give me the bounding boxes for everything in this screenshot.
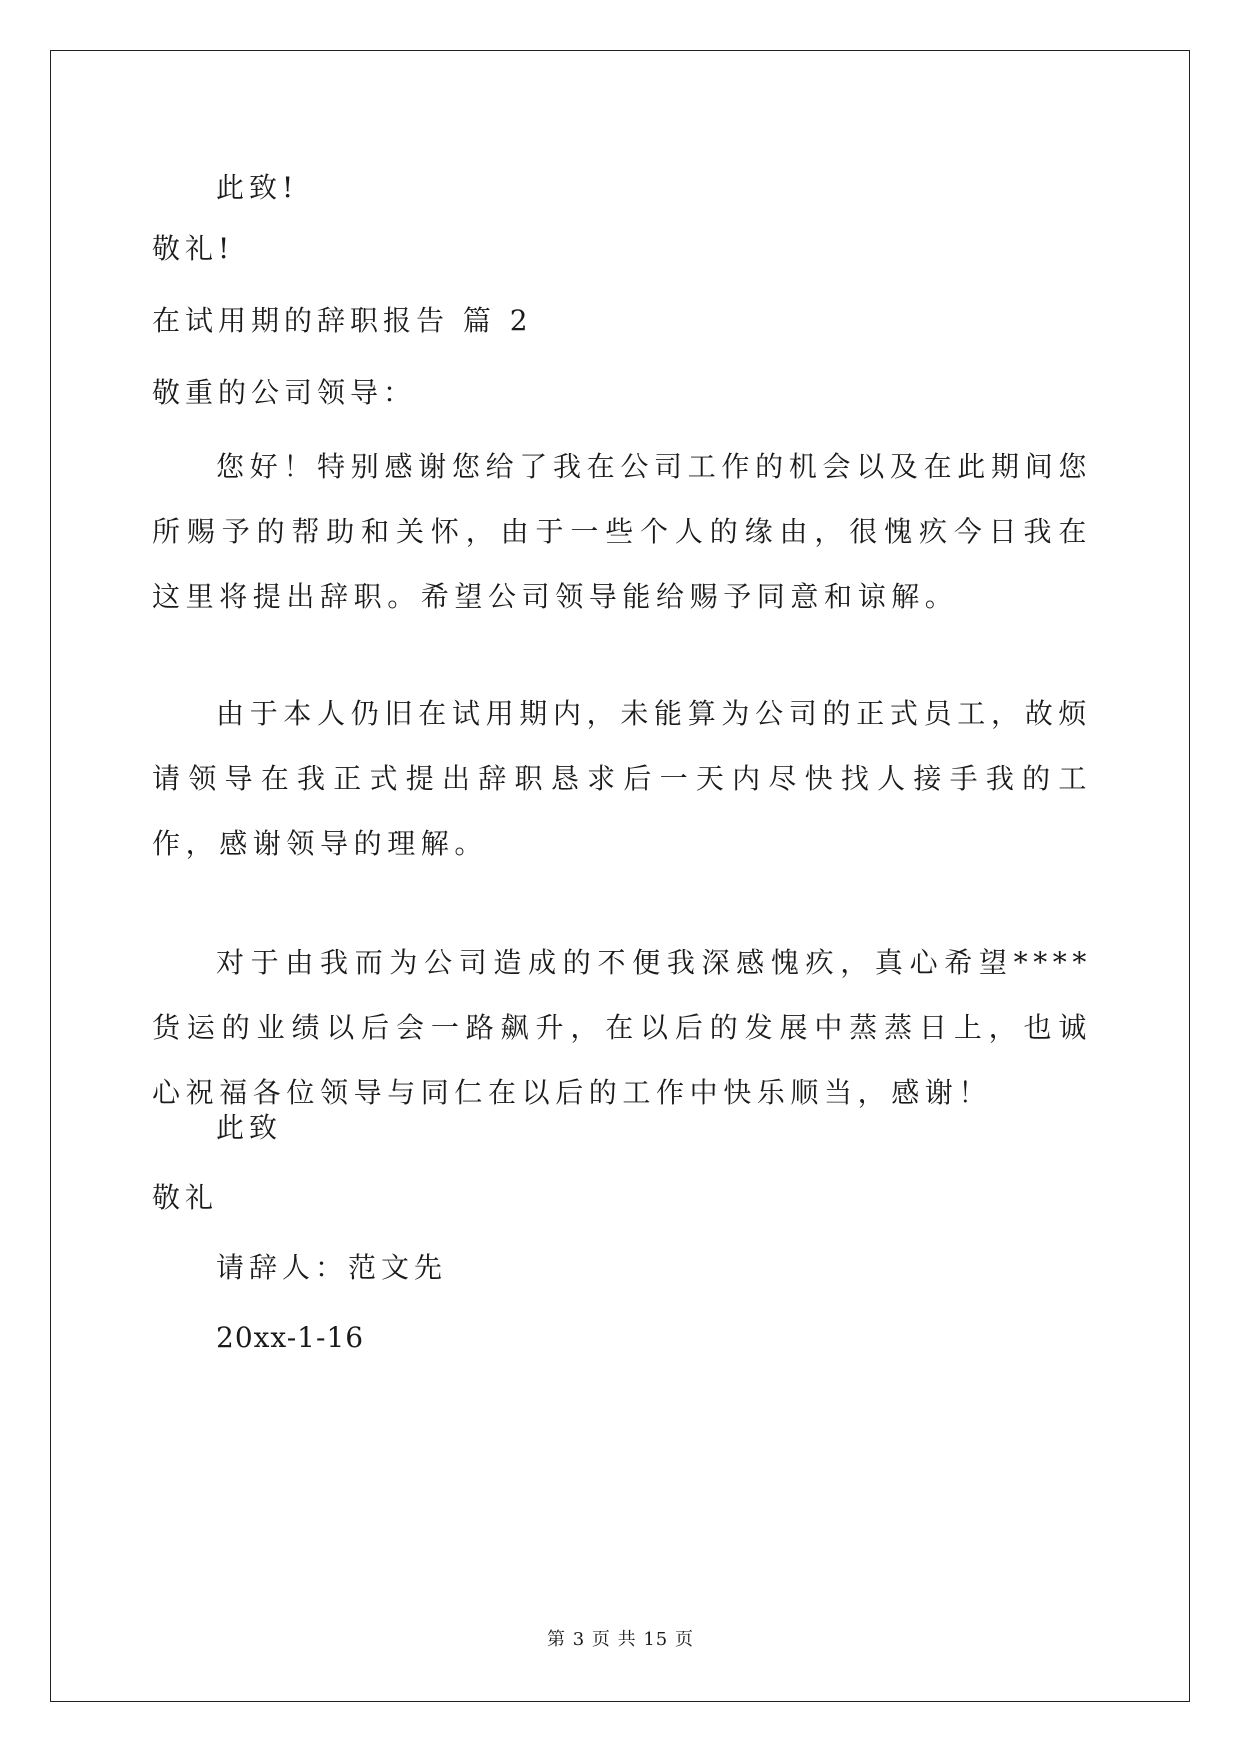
page-frame: [50, 50, 1190, 1702]
paragraph-1: 您好！特别感谢您给了我在公司工作的机会以及在此期间您所赐予的帮助和关怀，由于一些个人的缘由，很愧疚今日我在这里将提出辞职。希望公司领导能给赐予同意和谅解。: [152, 450, 1092, 613]
signature-line: 请辞人：范文先: [216, 1251, 448, 1284]
closing-line-1: 此致!: [216, 171, 299, 204]
page-footer: 第 3 页 共 15 页: [547, 1629, 694, 1650]
paragraph-3: 对于由我而为公司造成的不便我深感愧疚，真心希望****货运的业绩以后会一路飙升，在以后的发展中蒸蒸日上，也诚心祝福各位领导与同仁在以后的工作中快乐顺当，感谢！: [152, 946, 1092, 1109]
paragraph-2: 由于本人仍旧在试用期内，未能算为公司的正式员工，故烦请领导在我正式提出辞职恳求后一天内尽快找人接手我的工作，感谢领导的理解。: [152, 697, 1092, 860]
salutation-line-2: 敬礼: [152, 1181, 219, 1214]
closing-line-2: 此致: [216, 1111, 283, 1144]
greeting-line: 敬重的公司领导：: [152, 376, 417, 409]
date-line: 20xx-1-16: [216, 1321, 365, 1354]
section-heading: 在试用期的辞职报告 篇 2: [152, 304, 533, 337]
salutation-line-1: 敬礼!: [152, 232, 235, 265]
